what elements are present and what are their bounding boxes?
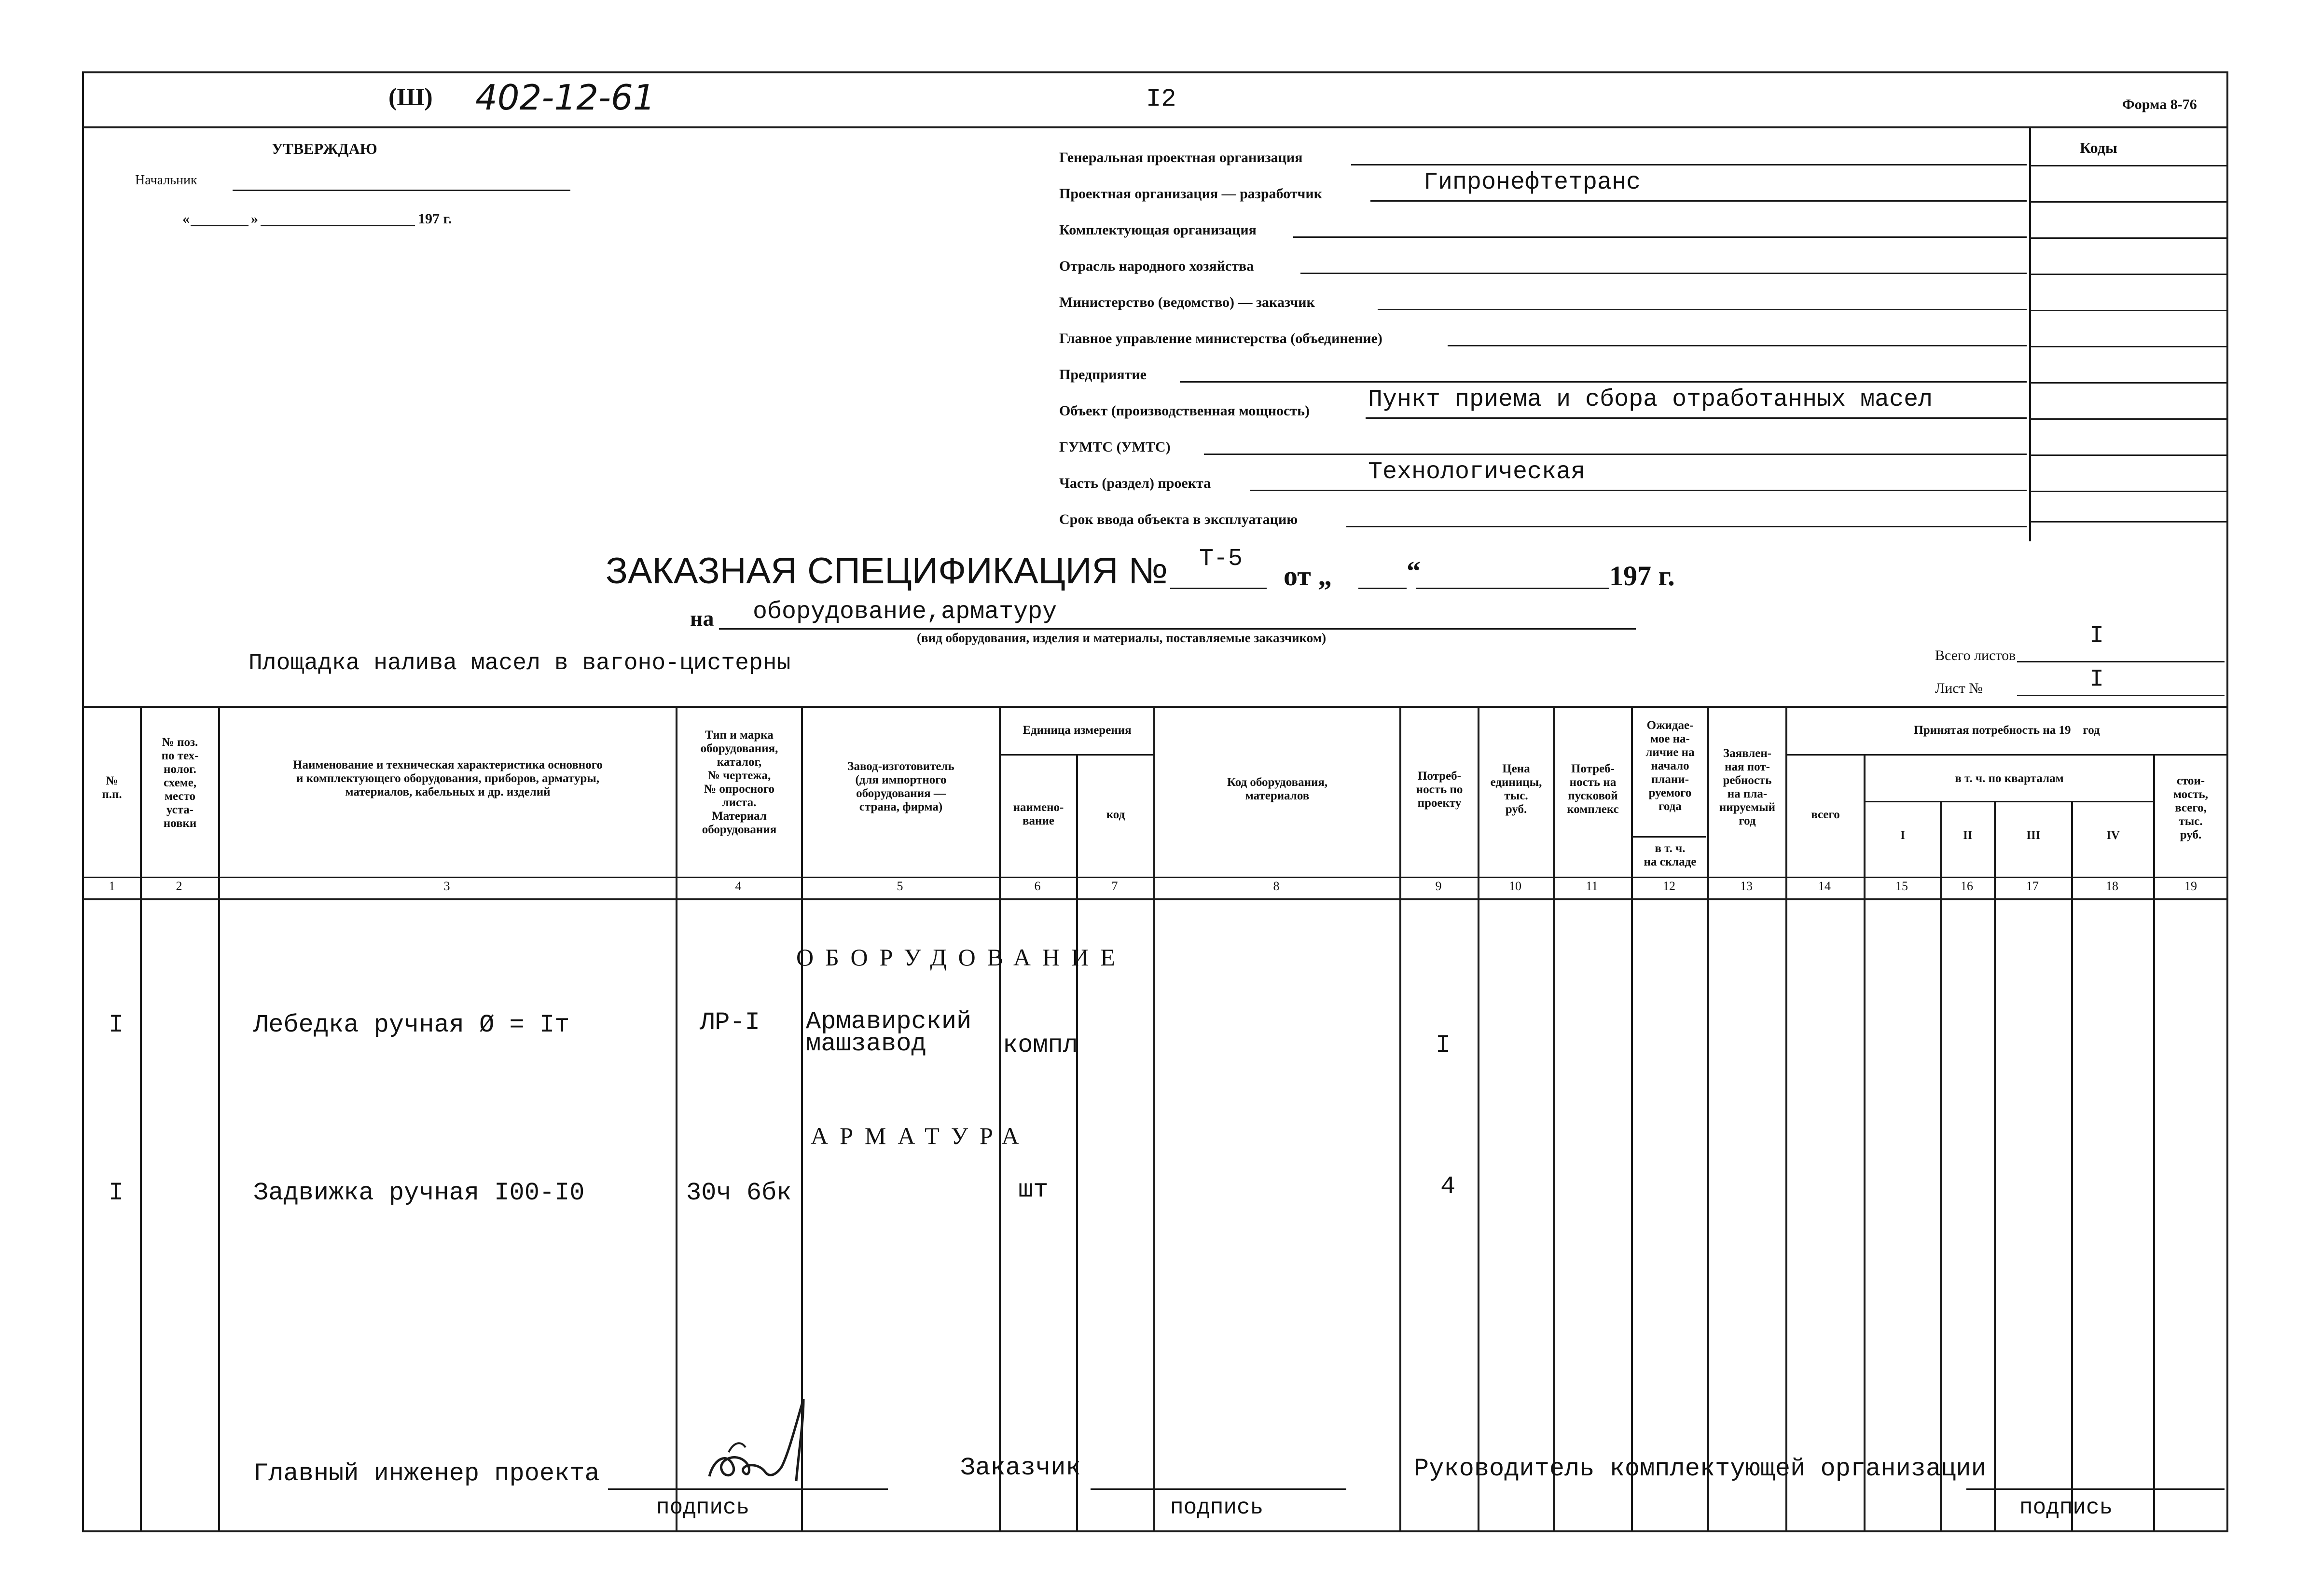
col-number-2: 2	[176, 879, 182, 893]
col-line-18	[2153, 754, 2155, 1530]
org-label-developer: Проектная организация — разработчик	[1059, 186, 1322, 202]
org-line-completing	[1293, 236, 2027, 238]
col-header-17: III	[2026, 829, 2041, 842]
sheet-line	[2017, 695, 2225, 696]
codes-row-4	[2029, 274, 2227, 275]
table-top-line	[84, 706, 2226, 708]
col-number-5: 5	[897, 879, 903, 893]
col-header-4: Тип и марка оборудования, каталог, № чертежа, № опросного листа. Материал оборудования	[700, 729, 778, 836]
chief-engineer-sign-caption: подпись	[656, 1495, 750, 1520]
col-header-10: Цена единицы, тыс. руб.	[1490, 762, 1542, 816]
stamp-code: (Ш)	[388, 83, 433, 111]
org-line-object	[1366, 417, 2027, 419]
row-1-number: I	[109, 1011, 124, 1039]
spec-number-line	[1170, 588, 1267, 589]
row-2-name: Задвижка ручная I00-I0	[253, 1179, 585, 1207]
head-sign-caption: подпись	[2019, 1495, 2113, 1520]
row-2-qty: 4	[1440, 1172, 1456, 1201]
col-line-10	[1553, 706, 1555, 1530]
total-sheets-line	[2017, 661, 2225, 662]
row-2-number: I	[109, 1179, 124, 1207]
row-1-maker: Армавирский машзавод	[806, 1007, 972, 1058]
col-line-5	[999, 706, 1001, 1530]
col-line-2	[218, 706, 220, 1530]
frame-bottom	[82, 1530, 2228, 1532]
col-header-8: Код оборудования, материалов	[1227, 776, 1328, 802]
quarters-group-header: в т. ч. по кварталам	[1955, 772, 2064, 785]
total-sheets-value: I	[2089, 622, 2104, 650]
col-number-1: 1	[109, 879, 115, 893]
chief-engineer-label: Главный инженер проекта	[253, 1459, 600, 1488]
org-line-branch	[1300, 273, 2027, 274]
approve-year: 197 г.	[418, 211, 452, 227]
col-header-7: код	[1106, 808, 1125, 821]
col-header-15: I	[1900, 829, 1905, 842]
org-label-ministry: Министерство (ведомство) — заказчик	[1059, 294, 1315, 310]
col-header-18: IV	[2106, 829, 2120, 842]
spec-month-line	[1416, 588, 1609, 589]
org-label-commissioning: Срок ввода объекта в эксплуатацию	[1059, 511, 1298, 527]
approve-title: УТВЕРЖДАЮ	[272, 140, 377, 157]
col-number-4: 4	[735, 879, 742, 893]
col-line-17	[2071, 801, 2073, 1530]
spec-day-line	[1358, 588, 1407, 589]
c12-split-line	[1631, 836, 1706, 838]
head-sign-line	[1966, 1488, 2225, 1490]
codes-row-8	[2029, 418, 2227, 420]
col-number-14: 14	[1818, 879, 1831, 893]
codes-title: Коды	[2080, 139, 2117, 156]
row-2-unit: шт	[1018, 1176, 1049, 1204]
row-1-type: ЛР-I	[700, 1008, 760, 1037]
customer-sign-line	[1091, 1488, 1346, 1490]
col-number-16: 16	[1961, 879, 1973, 893]
accepted-group-header: Принятая потребность на 19 год	[1914, 724, 2100, 737]
spec-from-label: от „	[1284, 560, 1332, 592]
col-number-10: 10	[1509, 879, 1521, 893]
page-number: I2	[1146, 85, 1176, 113]
codes-row-2	[2029, 201, 2227, 203]
org-label-part: Часть (раздел) проекта	[1059, 475, 1211, 491]
col-number-8: 8	[1273, 879, 1280, 893]
quarters-group-line	[1864, 801, 2153, 802]
top-strip-line	[84, 126, 2226, 128]
row-2-type: 30ч 6бк	[686, 1179, 792, 1207]
spec-na-line	[719, 628, 1636, 630]
org-value-part: Технологическая	[1368, 458, 1586, 486]
org-label-completing: Комплектующая организация	[1059, 222, 1257, 238]
col-line-12	[1707, 706, 1709, 1530]
section-fittings: АРМАТУРА	[811, 1122, 1031, 1149]
frame-left	[82, 71, 84, 1531]
col-line-15	[1940, 801, 1942, 1530]
col-number-17: 17	[2026, 879, 2039, 893]
accepted-group-line	[1785, 754, 2226, 756]
approve-month-line	[261, 225, 415, 226]
col-number-6: 6	[1034, 879, 1041, 893]
col-line-16	[1994, 801, 1996, 1530]
org-line-ministry	[1378, 309, 2027, 310]
codes-row-11	[2029, 521, 2227, 523]
col-header-2: № поз. по тех- нолог. схеме, место уста- новки	[161, 736, 199, 830]
col-number-7: 7	[1111, 879, 1118, 893]
col-number-19: 19	[2184, 879, 2197, 893]
col-header-14: всего	[1811, 808, 1840, 821]
org-line-part	[1250, 490, 2027, 491]
table-header-num-bottom	[84, 898, 2226, 900]
org-line-developer	[1370, 200, 2027, 202]
col-header-12-sub: в т. ч. на складе	[1644, 842, 1697, 868]
codes-row-1	[2029, 165, 2227, 166]
customer-label: Заказчик	[960, 1454, 1081, 1482]
spec-na-label: на	[690, 606, 714, 631]
org-label-branch: Отрасль народного хозяйства	[1059, 258, 1254, 274]
codes-row-7	[2029, 382, 2227, 384]
col-line-6	[1076, 754, 1078, 1530]
spec-number: Т-5	[1199, 545, 1243, 573]
col-number-13: 13	[1740, 879, 1753, 893]
codes-row-10	[2029, 491, 2227, 492]
sheet-label: Лист №	[1935, 680, 1983, 696]
col-header-1: № п.п.	[102, 774, 122, 801]
table-header-num-top	[84, 877, 2226, 878]
col-header-13: Заявлен- ная пот- ребность на пла- нируемый год	[1719, 747, 1776, 827]
col-line-13	[1785, 706, 1787, 1530]
org-label-enterprise: Предприятие	[1059, 367, 1147, 383]
org-line-gumts	[1204, 454, 2027, 455]
org-label-main-dept: Главное управление министерства (объединение)	[1059, 330, 1382, 346]
unit-group-header: Единица измерения	[1023, 724, 1132, 737]
col-number-18: 18	[2106, 879, 2118, 893]
col-line-8	[1399, 706, 1401, 1530]
col-line-14	[1864, 754, 1866, 1530]
approve-day-line	[191, 225, 249, 226]
codes-box-left	[2029, 126, 2031, 541]
col-header-12: Ожидае- мое на- личие на начало плани- руемого года	[1645, 719, 1695, 813]
codes-row-5	[2029, 310, 2227, 311]
org-line-commissioning	[1346, 526, 2027, 527]
col-number-15: 15	[1895, 879, 1908, 893]
approve-chief-line	[233, 190, 570, 191]
project-number: 402-12-61	[475, 77, 655, 118]
org-line-general	[1351, 164, 2027, 165]
org-label-general: Генеральная проектная организация	[1059, 150, 1303, 165]
chief-engineer-signature	[700, 1394, 825, 1491]
col-line-7	[1153, 706, 1155, 1530]
sheet-value: I	[2089, 666, 2104, 693]
row-1-qty: I	[1436, 1031, 1451, 1059]
col-header-16: II	[1963, 829, 1973, 842]
approve-chief-label: Начальник	[135, 173, 197, 188]
section-equipment: ОБОРУДОВАНИЕ	[796, 944, 1127, 971]
customer-sign-caption: подпись	[1170, 1495, 1264, 1520]
codes-row-9	[2029, 454, 2227, 456]
org-value-object: Пункт приема и сбора отработанных масел	[1368, 386, 1933, 413]
col-header-11: Потреб- ность на пусковой комплекс	[1567, 762, 1619, 816]
org-line-enterprise	[1180, 381, 2027, 383]
approve-date-close: »	[251, 211, 258, 227]
col-header-19: стои- мость, всего, тыс. руб.	[2173, 774, 2209, 841]
row-1-name: Лебедка ручная Ø = Iт	[253, 1011, 570, 1039]
form-label: Форма 8-76	[2122, 96, 2197, 112]
head-completing-label: Руководитель комплектующей организации	[1414, 1455, 1986, 1483]
spec-site: Площадка налива масел в вагоно-цистерны	[249, 650, 791, 676]
spec-na-value: оборудование,арматуру	[753, 598, 1057, 626]
col-header-5: Завод-изготовитель (для импортного оборудования — страна, фирма)	[847, 760, 954, 813]
col-header-9: Потреб- ность по проекту	[1416, 770, 1463, 810]
frame-right	[2226, 71, 2228, 1531]
row-1-unit: компл	[1003, 1031, 1078, 1059]
spec-year: 197 г.	[1609, 560, 1675, 592]
col-number-12: 12	[1663, 879, 1675, 893]
col-header-3: Наименование и техническая характеристика основного и комплектующего оборудования, приборов, арматуры, материалов, кабельных и др. изделий	[293, 758, 603, 798]
col-line-9	[1478, 706, 1479, 1530]
col-number-9: 9	[1435, 879, 1442, 893]
spec-title: ЗАКАЗНАЯ СПЕЦИФИКАЦИЯ №	[606, 550, 1168, 592]
frame-top	[82, 71, 2228, 73]
spec-na-caption: (вид оборудования, изделия и материалы, поставляемые заказчиком)	[917, 631, 1327, 645]
org-value-developer: Гипронефтетранс	[1423, 169, 1641, 196]
spec-quote-close: “	[1407, 555, 1421, 587]
codes-row-3	[2029, 237, 2227, 239]
col-header-6: наимено- вание	[1013, 801, 1064, 827]
col-number-11: 11	[1586, 879, 1598, 893]
col-line-11	[1631, 706, 1633, 1530]
codes-row-6	[2029, 346, 2227, 347]
org-line-main-dept	[1448, 345, 2027, 346]
org-label-gumts: ГУМТС (УМТС)	[1059, 439, 1171, 455]
org-label-object: Объект (производственная мощность)	[1059, 403, 1310, 419]
approve-date-open: «	[182, 211, 190, 227]
col-number-3: 3	[443, 879, 450, 893]
total-sheets-label: Всего листов	[1935, 647, 2016, 663]
